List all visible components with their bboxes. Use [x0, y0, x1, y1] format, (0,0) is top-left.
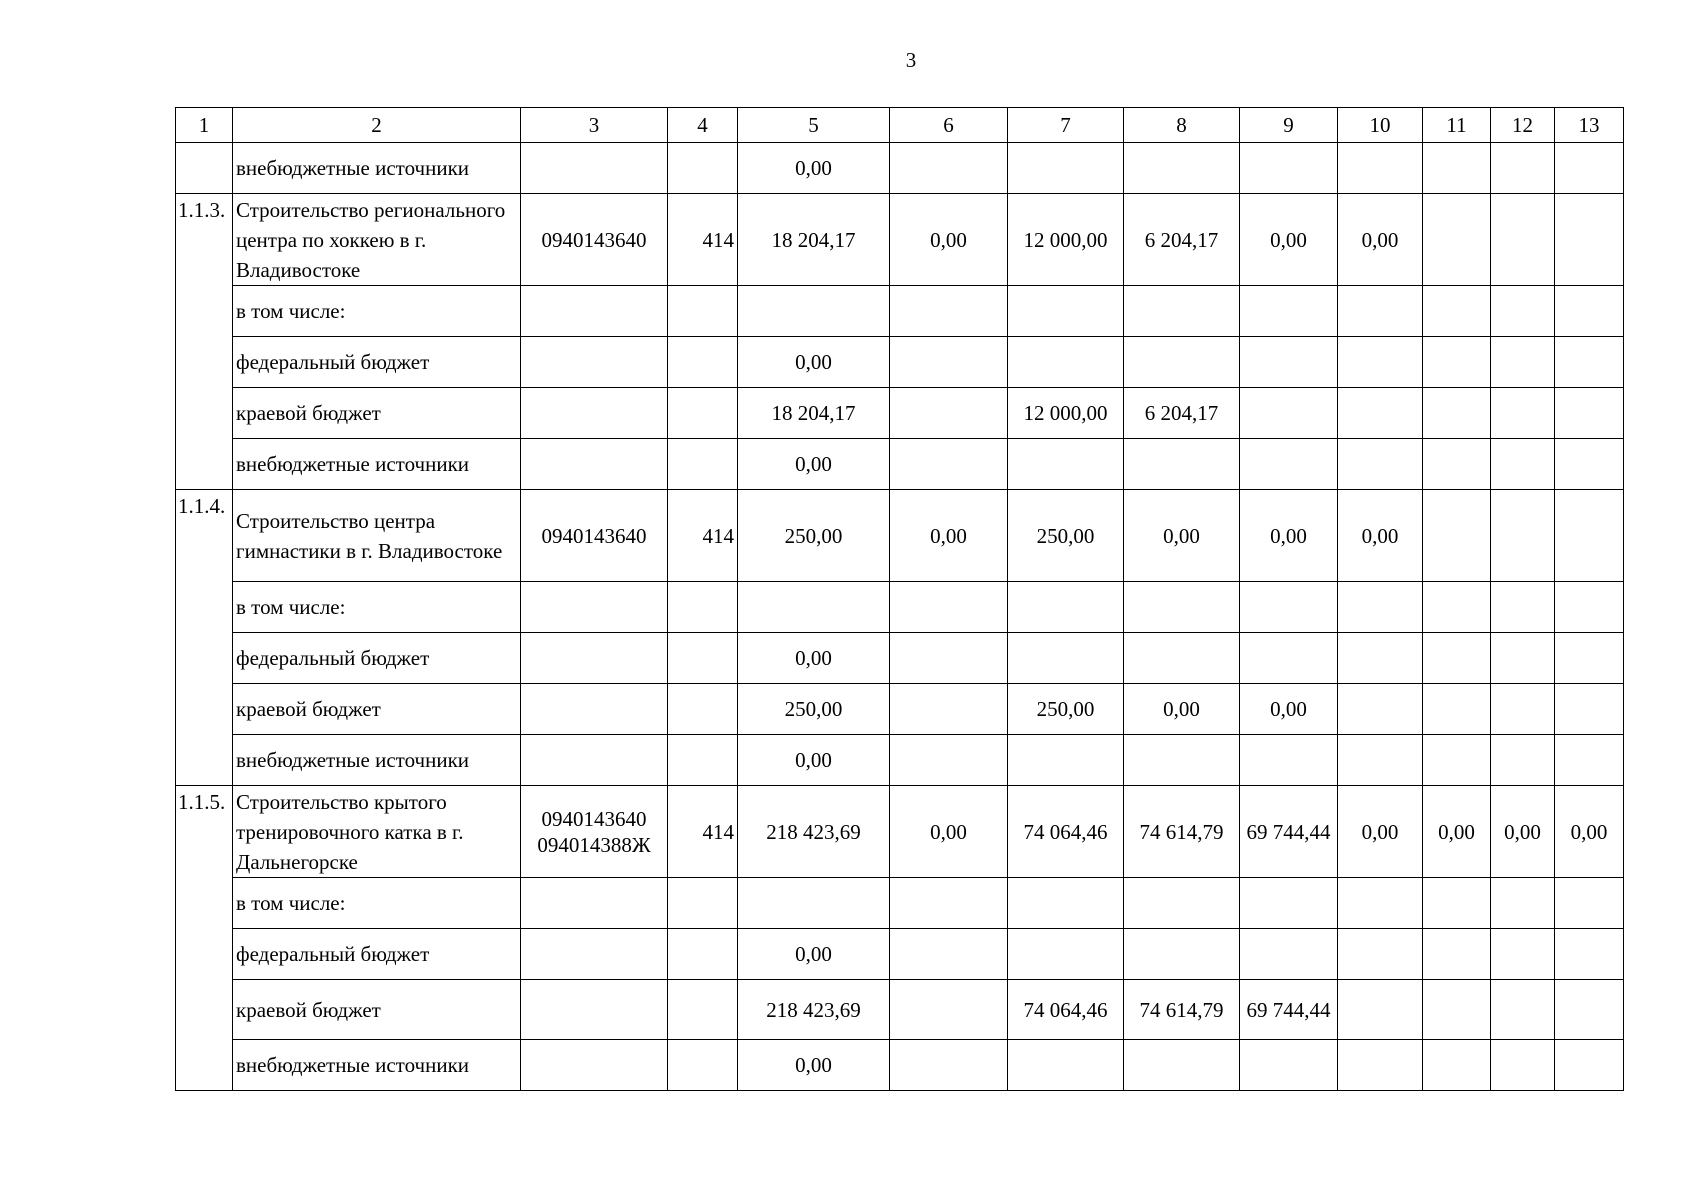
table-row [176, 1040, 1624, 1091]
cell-value [1338, 980, 1423, 1040]
table-row [176, 194, 1624, 286]
item-name: внебюджетные источники [233, 439, 521, 490]
table-row [176, 337, 1624, 388]
cell-value [1124, 1040, 1240, 1091]
cell-code [521, 439, 668, 490]
cell-total [738, 582, 890, 633]
cell-value [890, 684, 1008, 735]
cell-value [1491, 194, 1555, 286]
cell-value [1555, 633, 1624, 684]
cell-value [1423, 878, 1491, 929]
cell-value [1124, 582, 1240, 633]
cell-code [521, 786, 668, 878]
cell-code-line: 0940143640 [541, 806, 647, 831]
cell-kvr [668, 388, 738, 439]
cell-value [1491, 878, 1555, 929]
cell-code [521, 735, 668, 786]
cell-value [890, 337, 1008, 388]
cell-value [1423, 286, 1491, 337]
cell-value [1338, 582, 1423, 633]
cell-kvr [668, 980, 738, 1040]
cell-value: 250,00 [1008, 684, 1124, 735]
cell-total: 0,00 [738, 143, 890, 194]
cell-value [1338, 143, 1423, 194]
item-name: краевой бюджет [233, 684, 521, 735]
cell-value [1338, 929, 1423, 980]
cell-value [1240, 439, 1338, 490]
cell-value [890, 143, 1008, 194]
cell-value [1338, 684, 1423, 735]
column-header: 1 [176, 108, 233, 143]
cell-value: 0,00 [1240, 194, 1338, 286]
cell-value: 0,00 [1240, 684, 1338, 735]
cell-value [890, 439, 1008, 490]
cell-value [1008, 439, 1124, 490]
cell-total: 0,00 [738, 929, 890, 980]
table-row [176, 786, 1624, 878]
cell-value: 0,00 [890, 194, 1008, 286]
item-name: краевой бюджет [233, 980, 521, 1040]
item-name: Строительство крытого тренировочного катка в г. Дальнегорске [233, 786, 521, 878]
cell-value: 0,00 [1124, 684, 1240, 735]
item-name: федеральный бюджет [233, 633, 521, 684]
cell-value [1423, 582, 1491, 633]
cell-value [1240, 337, 1338, 388]
cell-value [1491, 143, 1555, 194]
cell-value [1423, 633, 1491, 684]
cell-value [1491, 735, 1555, 786]
cell-value [1008, 582, 1124, 633]
cell-value [1338, 388, 1423, 439]
column-header: 4 [668, 108, 738, 143]
cell-value [1423, 735, 1491, 786]
table-row [176, 143, 1624, 194]
cell-code [521, 143, 668, 194]
cell-code-line: 094014388Ж [537, 832, 651, 857]
cell-total [738, 286, 890, 337]
column-header: 9 [1240, 108, 1338, 143]
cell-value [1338, 286, 1423, 337]
cell-value: 0,00 [1338, 194, 1423, 286]
cell-value: 6 204,17 [1124, 388, 1240, 439]
cell-value [890, 582, 1008, 633]
column-header: 7 [1008, 108, 1124, 143]
cell-value [1240, 286, 1338, 337]
cell-value: 0,00 [890, 490, 1008, 582]
cell-value [1555, 929, 1624, 980]
cell-value: 0,00 [1491, 786, 1555, 878]
cell-kvr [668, 878, 738, 929]
column-header: 13 [1555, 108, 1624, 143]
cell-value [1423, 439, 1491, 490]
cell-code: 0940143640 [521, 194, 668, 286]
table-row [176, 388, 1624, 439]
table-row [176, 439, 1624, 490]
item-number [176, 143, 233, 194]
cell-total: 0,00 [738, 1040, 890, 1091]
cell-value [1240, 878, 1338, 929]
cell-value [1240, 929, 1338, 980]
cell-value [1240, 388, 1338, 439]
cell-value [1008, 633, 1124, 684]
cell-value [1008, 337, 1124, 388]
cell-total: 0,00 [738, 735, 890, 786]
column-header: 5 [738, 108, 890, 143]
table-row [176, 980, 1624, 1040]
item-name: в том числе: [233, 878, 521, 929]
cell-value [1491, 633, 1555, 684]
cell-value: 0,00 [890, 786, 1008, 878]
column-header: 8 [1124, 108, 1240, 143]
cell-code [521, 388, 668, 439]
cell-total: 0,00 [738, 633, 890, 684]
cell-value [890, 929, 1008, 980]
cell-value [1491, 1040, 1555, 1091]
cell-kvr [668, 286, 738, 337]
cell-value [1240, 633, 1338, 684]
cell-value [1008, 1040, 1124, 1091]
cell-value [890, 633, 1008, 684]
table-row [176, 582, 1624, 633]
item-name: в том числе: [233, 582, 521, 633]
item-name: Строительство центра гимнастики в г. Владивостоке [233, 490, 521, 582]
cell-value [890, 878, 1008, 929]
cell-total [738, 878, 890, 929]
cell-kvr: 414 [668, 194, 738, 286]
cell-value [1338, 1040, 1423, 1091]
column-header: 3 [521, 108, 668, 143]
column-header: 11 [1423, 108, 1491, 143]
item-name: Строительство регионального центра по хоккею в г. Владивостоке [233, 194, 521, 286]
cell-value [1338, 337, 1423, 388]
cell-value [1491, 490, 1555, 582]
cell-value: 74 614,79 [1124, 980, 1240, 1040]
cell-total: 18 204,17 [738, 388, 890, 439]
cell-value [1124, 735, 1240, 786]
cell-value: 0,00 [1338, 786, 1423, 878]
cell-value [1423, 194, 1491, 286]
column-header: 12 [1491, 108, 1555, 143]
cell-kvr [668, 439, 738, 490]
cell-value [890, 388, 1008, 439]
cell-value [1555, 337, 1624, 388]
item-name: в том числе: [233, 286, 521, 337]
cell-value [1124, 929, 1240, 980]
cell-kvr [668, 684, 738, 735]
item-name: внебюджетные источники [233, 143, 521, 194]
cell-code [521, 582, 668, 633]
cell-code [521, 878, 668, 929]
cell-value [1240, 582, 1338, 633]
cell-value: 74 064,46 [1008, 786, 1124, 878]
item-name: федеральный бюджет [233, 929, 521, 980]
table-row [176, 878, 1624, 929]
cell-value [1124, 633, 1240, 684]
cell-total: 250,00 [738, 684, 890, 735]
cell-value [1555, 388, 1624, 439]
cell-value [890, 980, 1008, 1040]
column-header: 2 [233, 108, 521, 143]
cell-value [1555, 582, 1624, 633]
cell-value [1555, 286, 1624, 337]
cell-value: 74 064,46 [1008, 980, 1124, 1040]
cell-code [521, 1040, 668, 1091]
cell-value [1491, 929, 1555, 980]
budget-table [175, 107, 1624, 1091]
cell-value [1338, 439, 1423, 490]
cell-value [1008, 286, 1124, 337]
cell-kvr [668, 143, 738, 194]
cell-value [1423, 337, 1491, 388]
cell-value [1555, 143, 1624, 194]
cell-value [1423, 388, 1491, 439]
cell-code [521, 929, 668, 980]
item-name: федеральный бюджет [233, 337, 521, 388]
cell-value [1124, 143, 1240, 194]
cell-value: 74 614,79 [1124, 786, 1240, 878]
table-row [176, 633, 1624, 684]
cell-value [1555, 878, 1624, 929]
cell-kvr: 414 [668, 786, 738, 878]
item-number: 1.1.3. [176, 194, 233, 490]
cell-code [521, 980, 668, 1040]
cell-total: 250,00 [738, 490, 890, 582]
cell-kvr [668, 633, 738, 684]
cell-value [1491, 388, 1555, 439]
item-name: внебюджетные источники [233, 735, 521, 786]
cell-value [1491, 582, 1555, 633]
cell-value: 0,00 [1423, 786, 1491, 878]
cell-value: 250,00 [1008, 490, 1124, 582]
cell-value [1423, 490, 1491, 582]
cell-value [890, 735, 1008, 786]
cell-value [1008, 735, 1124, 786]
cell-value [1008, 143, 1124, 194]
cell-value: 0,00 [1338, 490, 1423, 582]
table-row [176, 735, 1624, 786]
cell-value [1555, 194, 1624, 286]
item-name: внебюджетные источники [233, 1040, 521, 1091]
cell-value [1423, 929, 1491, 980]
cell-value [1124, 286, 1240, 337]
cell-kvr [668, 735, 738, 786]
cell-value: 0,00 [1240, 490, 1338, 582]
item-number: 1.1.4. [176, 490, 233, 786]
cell-kvr: 414 [668, 490, 738, 582]
cell-code [521, 633, 668, 684]
cell-value: 0,00 [1555, 786, 1624, 878]
cell-value [1423, 1040, 1491, 1091]
table-row [176, 929, 1624, 980]
table-row [176, 286, 1624, 337]
cell-kvr [668, 929, 738, 980]
cell-value [1240, 1040, 1338, 1091]
cell-kvr [668, 337, 738, 388]
cell-value [890, 286, 1008, 337]
cell-value [1240, 143, 1338, 194]
cell-code: 0940143640 [521, 490, 668, 582]
cell-total: 0,00 [738, 439, 890, 490]
cell-total: 218 423,69 [738, 786, 890, 878]
cell-value [1491, 286, 1555, 337]
item-number: 1.1.5. [176, 786, 233, 1091]
cell-value: 6 204,17 [1124, 194, 1240, 286]
cell-value [890, 1040, 1008, 1091]
cell-value: 0,00 [1124, 490, 1240, 582]
cell-code [521, 684, 668, 735]
item-name: краевой бюджет [233, 388, 521, 439]
cell-value [1491, 439, 1555, 490]
cell-total: 18 204,17 [738, 194, 890, 286]
cell-value [1555, 735, 1624, 786]
cell-total: 0,00 [738, 337, 890, 388]
cell-total: 218 423,69 [738, 980, 890, 1040]
column-header: 10 [1338, 108, 1423, 143]
cell-value [1555, 1040, 1624, 1091]
cell-value: 12 000,00 [1008, 388, 1124, 439]
cell-value [1555, 439, 1624, 490]
cell-value [1423, 980, 1491, 1040]
cell-value [1491, 980, 1555, 1040]
cell-value [1423, 143, 1491, 194]
table-row [176, 490, 1624, 582]
cell-value [1555, 684, 1624, 735]
cell-kvr [668, 1040, 738, 1091]
cell-value: 69 744,44 [1240, 980, 1338, 1040]
cell-value [1555, 980, 1624, 1040]
cell-value [1491, 684, 1555, 735]
cell-value: 12 000,00 [1008, 194, 1124, 286]
cell-value [1008, 878, 1124, 929]
table-row [176, 684, 1624, 735]
cell-code [521, 337, 668, 388]
column-header: 6 [890, 108, 1008, 143]
header-row [176, 108, 1624, 143]
cell-value [1491, 337, 1555, 388]
cell-value [1338, 878, 1423, 929]
page-number: 3 [905, 48, 917, 72]
cell-value [1124, 878, 1240, 929]
cell-value [1338, 633, 1423, 684]
cell-code [521, 286, 668, 337]
cell-value [1124, 337, 1240, 388]
cell-value: 69 744,44 [1240, 786, 1338, 878]
cell-value [1423, 684, 1491, 735]
cell-value [1338, 735, 1423, 786]
cell-value [1555, 490, 1624, 582]
cell-value [1008, 929, 1124, 980]
cell-kvr [668, 582, 738, 633]
cell-value [1240, 735, 1338, 786]
cell-value [1124, 439, 1240, 490]
